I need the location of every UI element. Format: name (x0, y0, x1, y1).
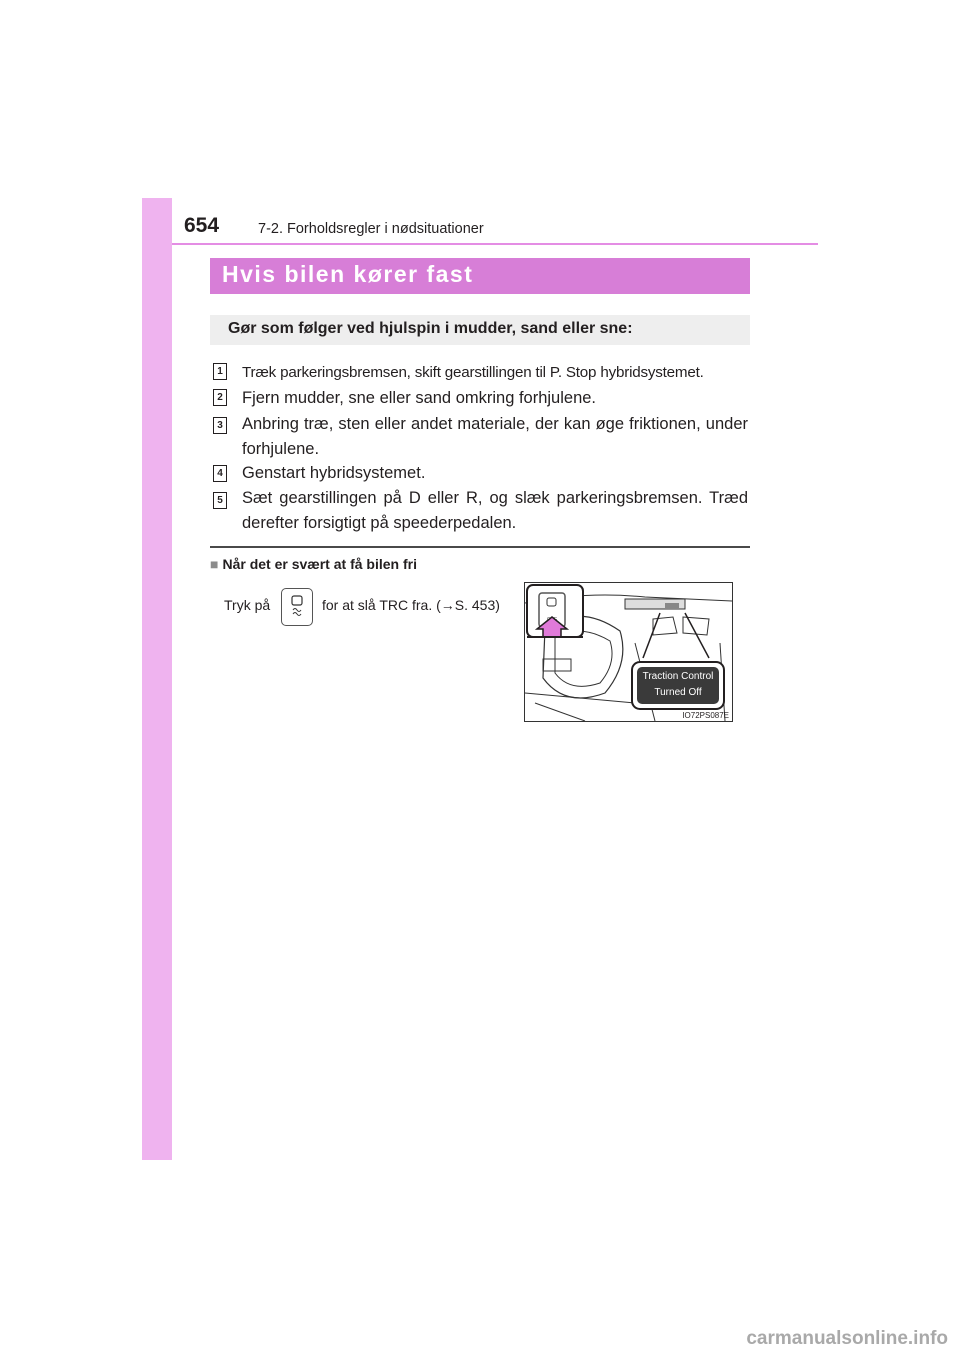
chapter-title: 7-2. Forholdsregler i nødsituationer (258, 221, 484, 237)
message-display (631, 661, 725, 710)
message-screen (637, 667, 719, 704)
page-number: 654 (184, 214, 220, 237)
step-number-3: 3 (213, 417, 227, 434)
section-subtitle: Gør som følger ved hjulspin i mudder, sand eller sne: (228, 320, 633, 337)
step-number-2: 2 (213, 389, 227, 406)
note-heading-text: Når det er svært at få bilen fri (222, 556, 417, 572)
figure-code: IO72PS087E (682, 711, 729, 720)
note-heading (210, 556, 417, 572)
message-line-1: Traction Control (642, 671, 714, 682)
step-text-3: Anbring træ, sten eller andet materiale, der kan øge friktionen, under forhjulene. (242, 415, 748, 458)
note-text-after: for at slå TRC fra. (→S. 453) (322, 597, 500, 613)
watermark: carmanualsonline.info (746, 1328, 948, 1349)
step-number-5: 5 (213, 492, 227, 509)
header-divider (172, 243, 818, 245)
step-number-4: 4 (213, 465, 227, 482)
step-number-1: 1 (213, 363, 227, 380)
note-divider (210, 546, 750, 548)
dashboard-illustration (524, 582, 733, 722)
section-title-band (210, 258, 750, 294)
step-text-2: Fjern mudder, sne eller sand omkring forhjulene. (242, 389, 597, 407)
message-line-2: Turned Off (654, 687, 702, 698)
chapter-side-tab (142, 198, 172, 1160)
section-title: Hvis bilen kører fast (222, 261, 474, 287)
bullet-square-icon: ■ (210, 556, 219, 572)
step-text-4: Genstart hybridsystemet. (242, 464, 426, 482)
step-text-5: Sæt gearstillingen på D eller R, og slæk parkeringsbremsen. Træd derefter forsigtigt på speederpedalen. (242, 489, 748, 532)
trc-off-switch-icon (281, 588, 313, 626)
section-subtitle-band (210, 315, 750, 345)
note-text-before: Tryk på (224, 597, 271, 613)
step-text-1: Træk parkeringsbremsen, skift gearstillingen til P. Stop hybridsystemet. (242, 364, 704, 381)
